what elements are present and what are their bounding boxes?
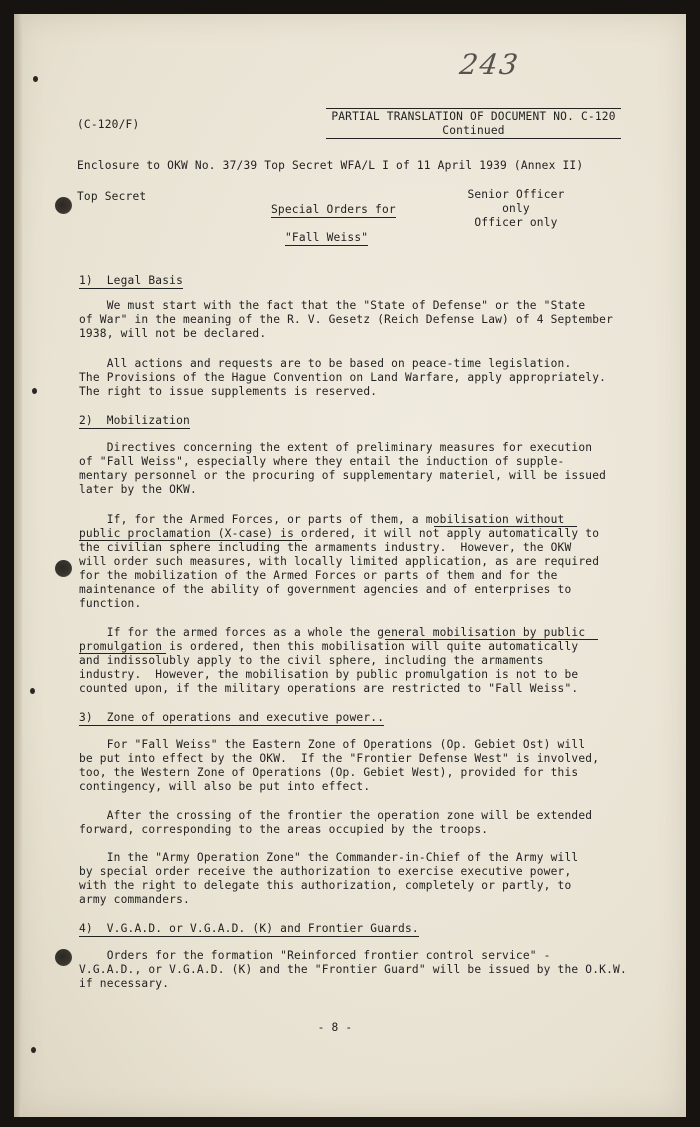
speck <box>32 388 37 394</box>
text-line: If, for the Armed Forces, or parts of them, a mobilisation without <box>79 513 565 526</box>
underline-promulgation <box>79 653 166 654</box>
text-line: the civilian sphere including the armaments industry. However, the OKW <box>79 541 572 554</box>
binding-edge <box>14 14 22 1117</box>
text-line: army commanders. <box>79 893 190 906</box>
section-3-paragraph-2 <box>79 809 619 837</box>
punch-hole <box>55 949 72 966</box>
text-line: be put into effect by the OKW. If the "Frontier Defense West" is involved, <box>79 752 600 765</box>
header-bottom-rule <box>326 138 621 139</box>
section-2-heading: 2) Mobilization <box>79 414 190 427</box>
header-title: PARTIAL TRANSLATION OF DOCUMENT NO. C-120 <box>331 110 616 123</box>
order-subtitle: "Fall Weiss" <box>285 231 369 244</box>
section-3-paragraph-1 <box>79 738 619 794</box>
text-line: In the "Army Operation Zone" the Commander-in-Chief of the Army will <box>79 851 579 864</box>
header-continued: Continued <box>442 124 505 137</box>
text-line: mentary personnel or the procuring of supplementary materiel, will be issued <box>79 469 607 482</box>
handwritten-page-number: 243 <box>457 48 522 81</box>
underline-mobilisation-without <box>434 526 577 527</box>
text-line: promulgation is ordered, then this mobilisation will quite automatically <box>79 640 579 653</box>
underline-general-mobilisation <box>385 639 598 640</box>
text-line: of "Fall Weiss", especially where they entail the induction of supple- <box>79 455 565 468</box>
text-line: by special order receive the authorization to exercise executive power, <box>79 865 572 878</box>
text-line: forward, corresponding to the areas occupied by the troops. <box>79 823 489 836</box>
speck <box>30 688 35 694</box>
text-line: For "Fall Weiss" the Eastern Zone of Operations (Op. Gebiet Ost) will <box>79 738 586 751</box>
punch-hole <box>55 560 72 577</box>
punch-hole <box>55 197 72 214</box>
section-2-paragraph-3 <box>79 626 619 696</box>
text-line: counted upon, if the military operations are restricted to "Fall Weiss". <box>79 682 579 695</box>
section-4-paragraph-1 <box>79 949 627 991</box>
document-code: (C-120/F) <box>77 118 140 131</box>
text-line: All actions and requests are to be based on peace-time legislation. <box>79 357 572 370</box>
section-1-heading: 1) Legal Basis <box>79 274 184 287</box>
text-line: After the crossing of the frontier the operation zone will be extended <box>79 809 593 822</box>
enclosure-line: Enclosure to OKW No. 37/39 Top Secret WFA/L I of 11 April 1939 (Annex II) <box>77 159 584 172</box>
text-line: V.G.A.D., or V.G.A.D. (K) and the "Frontier Guard" will be issued by the O.K.W. <box>79 963 627 976</box>
text-line: Orders for the formation "Reinforced frontier control service" - <box>79 949 551 962</box>
classification-right-2: only <box>502 202 530 215</box>
text-line: later by the OKW. <box>79 483 197 496</box>
classification-right-1: Senior Officer <box>467 188 565 201</box>
text-line: maintenance of the ability of government agencies and of enterprises to <box>79 583 572 596</box>
text-line: of War" in the meaning of the R. V. Gesetz (Reich Defense Law) of 4 September <box>79 313 614 326</box>
text-line: will order such measures, with locally limited application, as are required <box>79 555 600 568</box>
text-line: public proclamation (X-case) is ordered, it will not apply automatically to <box>79 527 600 540</box>
classification-right-3: Officer only <box>474 216 558 229</box>
text-line: contingency, will also be put into effect. <box>79 780 371 793</box>
text-line: We must start with the fact that the "State of Defense" or the "State <box>79 299 586 312</box>
order-title: Special Orders for <box>271 203 396 216</box>
text-line: and indissolubly apply to the civil sphere, including the armaments <box>79 654 544 667</box>
underline-public-proclamation <box>79 540 302 541</box>
text-line: for the mobilization of the Armed Forces or parts of them and for the <box>79 569 558 582</box>
text-line: with the right to delegate this authorization, completely or partly, to <box>79 879 572 892</box>
text-line: industry. However, the mobilisation by public promulgation is not to be <box>79 668 579 681</box>
section-1-paragraph-2 <box>79 357 619 399</box>
section-1-paragraph-1 <box>79 299 619 341</box>
text-line: 1938, will not be declared. <box>79 327 267 340</box>
text-line: too, the Western Zone of Operations (Op. Gebiet West), provided for this <box>79 766 579 779</box>
section-2-paragraph-2 <box>79 513 619 611</box>
section-4-heading: 4) V.G.A.D. or V.G.A.D. (K) and Frontier Guards. <box>79 922 419 935</box>
text-line: if necessary. <box>79 977 170 990</box>
section-3-paragraph-3 <box>79 851 619 907</box>
text-line: function. <box>79 597 142 610</box>
text-line: The Provisions of the Hague Convention on Land Warfare, apply appropriately. <box>79 371 607 384</box>
speck <box>33 76 38 82</box>
text-line: If for the armed forces as a whole the general mobilisation by public <box>79 626 586 639</box>
text-line: Directives concerning the extent of preliminary measures for execution <box>79 441 593 454</box>
page-footer-number: - 8 - <box>317 1021 353 1034</box>
classification-left: Top Secret <box>77 190 147 203</box>
section-3-heading: 3) Zone of operations and executive power.. <box>79 711 385 724</box>
section-2-paragraph-1 <box>79 441 619 497</box>
text-line: The right to issue supplements is reserved. <box>79 385 378 398</box>
speck <box>31 1047 36 1053</box>
